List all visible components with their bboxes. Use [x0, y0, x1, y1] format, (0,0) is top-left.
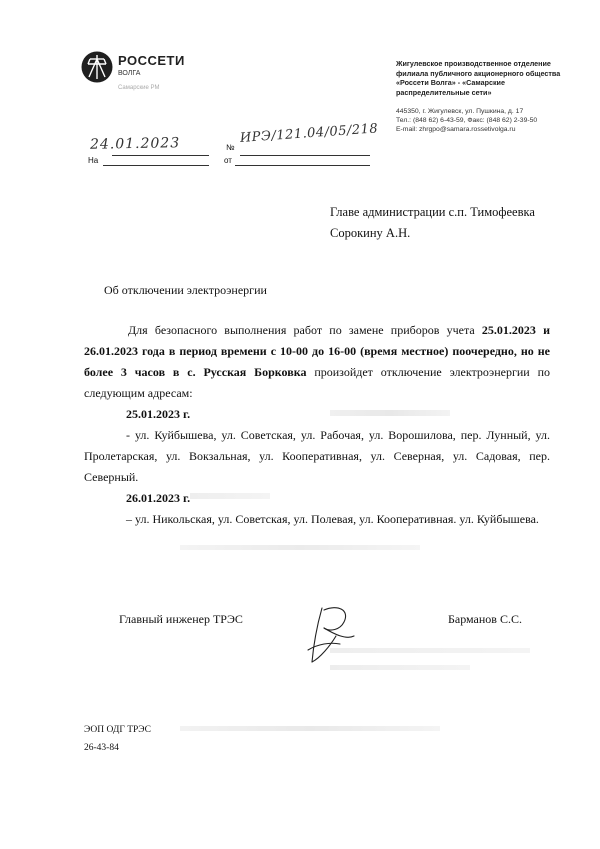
address-list-1: - ул. Куйбышева, ул. Советская, ул. Рабочая, ул. Ворошилова, пер. Лунный, ул. Пролетарская, ул. Вокзальная, ул. Кооперативная, ул. Северная, ул. Садовая, пер. Северный.: [84, 428, 550, 484]
number-underline: [240, 155, 370, 156]
addressee: [330, 202, 535, 244]
reference-date-line: [235, 165, 370, 166]
org-contacts: [396, 107, 571, 134]
registration-number-label: №: [226, 143, 235, 152]
executor-name: ЭОП ОДГ ТРЭС: [84, 725, 151, 735]
letter-body: [84, 320, 550, 530]
addressee-position: Главе администрации с.п. Тимофеевка: [330, 205, 535, 219]
bleed-through-mark: [330, 648, 530, 653]
reference-number-line: [103, 165, 209, 166]
registration-date: 24.01.2023: [89, 135, 181, 153]
bleed-through-mark: [330, 410, 450, 416]
intro-text-start: Для безопасного выполнения работ по замене приборов учета: [128, 323, 482, 337]
address-list-2: – ул. Никольская, ул. Советская, ул. Полевая, ул. Кооперативная. ул. Куйбышева.: [126, 512, 539, 526]
brand-region: Самарские РМ: [118, 85, 160, 91]
signatory-title: Главный инженер ТРЭС: [119, 612, 243, 626]
date-underline: [112, 155, 209, 156]
org-phone: Тел.: (848 62) 6-43-59, Факс: (848 62) 2-39-50: [396, 117, 538, 124]
reference-na-label: На: [88, 156, 99, 165]
bleed-through-mark: [180, 545, 420, 550]
reference-ot-label: от: [224, 156, 232, 165]
bleed-through-mark: [180, 726, 440, 731]
registration-number: ИРЭ/121.04/05/218: [239, 121, 379, 146]
brand-name: РОССЕТИ: [118, 53, 185, 68]
bleed-through-mark: [330, 665, 470, 670]
rosseti-logo-icon: [80, 50, 114, 84]
brand-subline: ВОЛГА: [118, 70, 141, 77]
executor-phone: 26-43-84: [84, 743, 119, 753]
intro-text-end: произойдет отключение электроэнергии по следующим адресам:: [84, 365, 551, 400]
date-heading-1: 25.01.2023 г.: [126, 407, 191, 421]
intro-bold-period: 25.01.2023 и 26.01.2023 года в период времени с 10-00 до 16-00 (время местное) поочередно, но не более 3 часов в с. Русская Борковка: [84, 323, 550, 379]
executor-block: [84, 721, 151, 757]
bleed-through-mark: [190, 493, 270, 499]
date-heading-2: 26.01.2023 г.: [126, 491, 191, 505]
org-email: E-mail: zhrgpo@samara.rossetivolga.ru: [396, 126, 516, 133]
addressee-name: Сорокину А.Н.: [330, 226, 411, 240]
letter-subject: Об отключении электроэнергии: [104, 283, 267, 297]
signatory-name: Барманов С.С.: [448, 612, 522, 626]
org-address: 445350, г. Жигулевск, ул. Пушкина, д. 17: [396, 108, 524, 115]
org-name: Жигулевское производственное отделение филиала публичного акционерного общества «Россети Волга» - «Самарские распределительные сети»: [396, 59, 561, 97]
intro-paragraph: [84, 320, 550, 404]
